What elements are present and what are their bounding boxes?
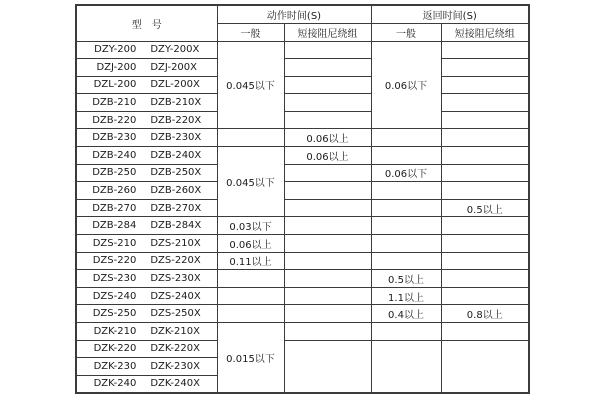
empty-cell: [441, 252, 529, 270]
table-row: [76, 129, 529, 147]
model-a: DZY-200: [94, 44, 137, 56]
model-a: DZL-200: [93, 79, 137, 91]
table-row: [76, 199, 529, 217]
empty-cell: [284, 305, 371, 323]
empty-cell: [284, 217, 371, 235]
model-b: DZK-240X: [150, 378, 200, 390]
empty-cell: [441, 59, 529, 77]
empty-cell: [284, 287, 371, 305]
table-row: [76, 94, 529, 112]
empty-merged-cell: [441, 340, 529, 393]
empty-cell: [371, 217, 441, 235]
model-b: DZB-210X: [150, 97, 202, 109]
empty-cell: [371, 323, 441, 341]
return-general-cell: 0.5以上: [371, 270, 441, 288]
model-b: DZB-250X: [150, 167, 202, 179]
empty-cell: [284, 59, 371, 77]
action-damping-cell: 0.06以上: [284, 129, 371, 147]
empty-cell: [371, 199, 441, 217]
model-a: DZB-240: [92, 149, 137, 161]
model-cell: [76, 94, 217, 112]
empty-cell: [441, 129, 529, 147]
header-action-time: 动作时间(S): [217, 5, 371, 23]
model-cell: [76, 164, 217, 182]
table-row: [76, 59, 529, 77]
return-general-cell: 0.06以下: [371, 164, 441, 182]
table-row: [76, 287, 529, 305]
model-b: DZB-220X: [150, 114, 202, 126]
model-a: DZK-230: [93, 360, 137, 372]
empty-cell: [217, 305, 284, 323]
model-cell: [76, 111, 217, 129]
table-row: [76, 164, 529, 182]
table-row: [76, 147, 529, 165]
empty-cell: [284, 182, 371, 200]
model-cell: [76, 182, 217, 200]
model-a: DZB-284: [92, 220, 137, 232]
empty-cell: [284, 270, 371, 288]
empty-cell: [217, 287, 284, 305]
empty-cell: [441, 111, 529, 129]
model-b: DZL-200X: [150, 79, 200, 91]
model-a: DZS-230: [92, 273, 137, 285]
model-b: DZS-230X: [150, 273, 201, 285]
empty-cell: [284, 199, 371, 217]
empty-merged-cell: [371, 340, 441, 393]
header-return-general: 一般: [371, 23, 441, 41]
model-a: DZB-210: [92, 97, 137, 109]
model-b: DZS-250X: [150, 308, 201, 320]
model-b: DZB-230X: [150, 132, 202, 144]
model-cell: [76, 340, 217, 358]
empty-cell: [441, 287, 529, 305]
model-a: DZB-220: [92, 114, 137, 126]
model-a: DZK-210: [93, 325, 137, 337]
table-row: [76, 305, 529, 323]
model-cell: [76, 41, 217, 59]
header-model: 型 号: [76, 5, 217, 41]
header-return-damping: 短接阻尼绕组: [441, 23, 529, 41]
empty-cell: [441, 41, 529, 59]
model-b: DZK-210X: [150, 325, 200, 337]
empty-cell: [284, 94, 371, 112]
model-a: DZK-220: [93, 343, 137, 355]
model-cell: [76, 375, 217, 393]
empty-cell: [284, 252, 371, 270]
model-cell: [76, 129, 217, 147]
model-cell: [76, 217, 217, 235]
table-row: [76, 111, 529, 129]
model-a: DZB-230: [92, 132, 137, 144]
table-row: [76, 217, 529, 235]
empty-cell: [441, 270, 529, 288]
model-a: DZB-260: [92, 185, 137, 197]
model-b: DZS-240X: [150, 290, 201, 302]
return-damping-cell: 0.5以上: [441, 199, 529, 217]
header-row-1: [76, 5, 529, 23]
table-row: [76, 76, 529, 94]
table-row: [76, 235, 529, 253]
model-a: DZS-210: [92, 237, 137, 249]
model-cell: [76, 147, 217, 165]
model-b: DZS-210X: [150, 237, 201, 249]
empty-cell: [371, 147, 441, 165]
model-cell: [76, 323, 217, 341]
header-action-damping: 短接阻尼绕组: [284, 23, 371, 41]
empty-cell: [441, 182, 529, 200]
table-row: [76, 252, 529, 270]
model-b: DZB-284X: [150, 220, 202, 232]
model-a: DZS-250: [92, 308, 137, 320]
empty-cell: [441, 323, 529, 341]
empty-cell: [441, 76, 529, 94]
action-general-merged-cell: 0.045以下: [217, 147, 284, 217]
empty-cell: [284, 41, 371, 59]
empty-cell: [371, 235, 441, 253]
return-general-merged-cell: 0.06以下: [371, 41, 441, 129]
model-cell: [76, 305, 217, 323]
model-cell: [76, 270, 217, 288]
empty-cell: [371, 252, 441, 270]
empty-cell: [441, 235, 529, 253]
empty-cell: [441, 147, 529, 165]
return-damping-cell: 0.8以上: [441, 305, 529, 323]
model-b: DZY-200X: [150, 44, 200, 56]
model-cell: [76, 59, 217, 77]
action-general-cell: 0.11以上: [217, 252, 284, 270]
model-b: DZB-270X: [150, 202, 202, 214]
action-damping-cell: 0.06以上: [284, 147, 371, 165]
model-b: DZK-230X: [150, 360, 200, 372]
return-general-cell: 0.4以上: [371, 305, 441, 323]
header-action-general: 一般: [217, 23, 284, 41]
model-cell: [76, 287, 217, 305]
model-a: DZJ-200: [96, 61, 137, 73]
empty-merged-cell: [284, 340, 371, 393]
table-row: [76, 41, 529, 59]
relay-spec-table: [75, 4, 530, 394]
action-general-cell: 0.06以上: [217, 235, 284, 253]
model-cell: [76, 199, 217, 217]
empty-cell: [441, 217, 529, 235]
model-a: DZB-250: [92, 167, 137, 179]
table-row: [76, 270, 529, 288]
empty-cell: [284, 235, 371, 253]
empty-cell: [217, 270, 284, 288]
table-row: [76, 182, 529, 200]
model-a: DZK-240: [93, 378, 137, 390]
model-b: DZB-240X: [150, 149, 202, 161]
model-cell: [76, 76, 217, 94]
model-b: DZK-220X: [150, 343, 200, 355]
action-general-merged-cell: 0.045以下: [217, 41, 284, 129]
empty-cell: [441, 164, 529, 182]
model-b: DZB-260X: [150, 185, 202, 197]
empty-cell: [284, 76, 371, 94]
model-a: DZB-270: [92, 202, 137, 214]
empty-cell: [441, 94, 529, 112]
header-return-time: 返回时间(S): [371, 5, 529, 23]
empty-cell: [284, 323, 371, 341]
model-b: DZJ-200X: [150, 61, 198, 73]
action-general-cell: 0.03以下: [217, 217, 284, 235]
model-a: DZS-220: [92, 255, 137, 267]
model-b: DZS-220X: [150, 255, 201, 267]
model-cell: [76, 252, 217, 270]
table-row: [76, 340, 529, 358]
empty-cell: [217, 129, 284, 147]
empty-cell: [284, 164, 371, 182]
empty-cell: [371, 182, 441, 200]
return-general-cell: 1.1以上: [371, 287, 441, 305]
table-row: [76, 323, 529, 341]
empty-cell: [284, 111, 371, 129]
empty-cell: [371, 129, 441, 147]
model-a: DZS-240: [92, 290, 137, 302]
model-cell: [76, 358, 217, 376]
model-cell: [76, 235, 217, 253]
action-general-merged-cell: 0.015以下: [217, 323, 284, 393]
